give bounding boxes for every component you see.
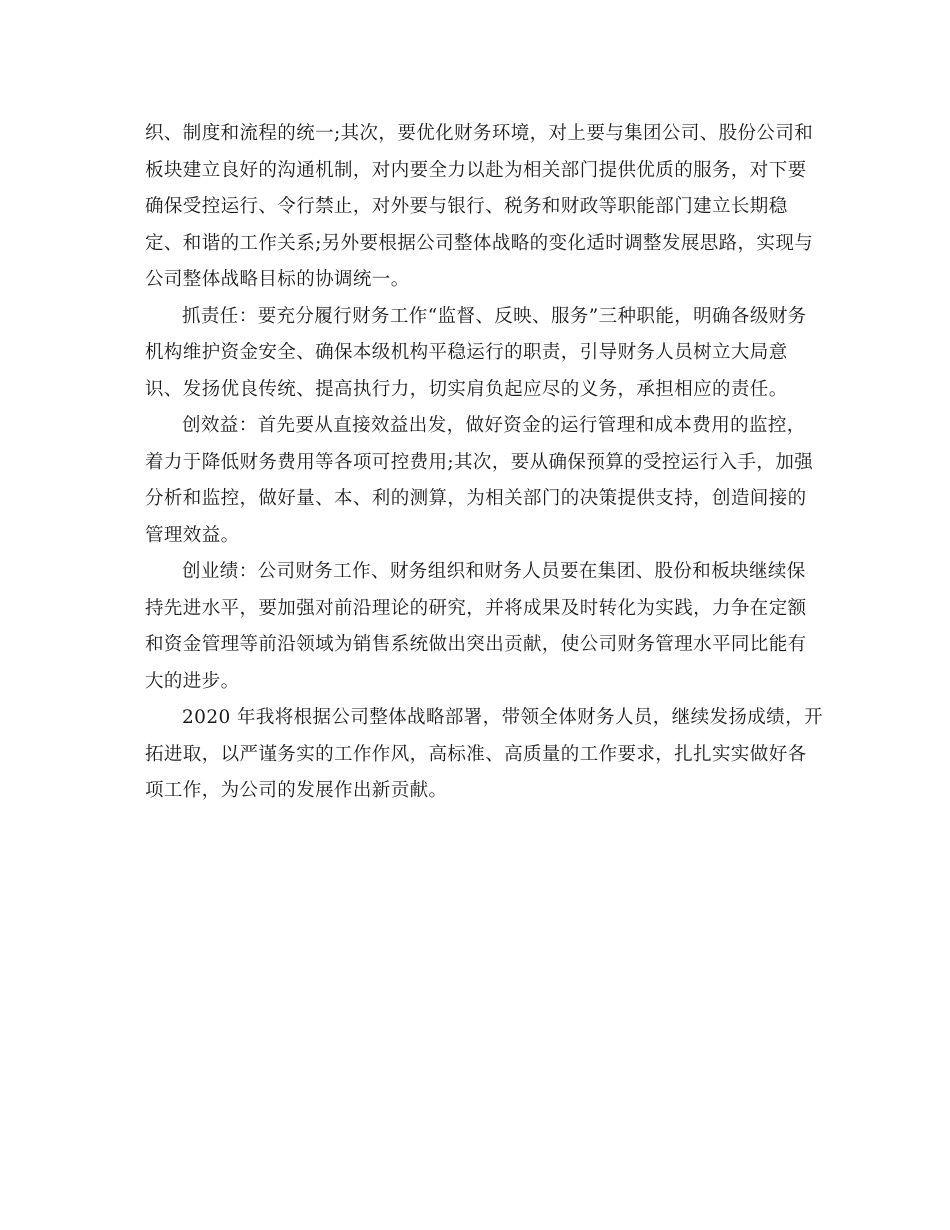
text-line: 拓进取，以严谨务实的工作作风，高标准、高质量的工作要求，扎扎实实做好各 — [145, 743, 807, 765]
paragraph-conclusion — [145, 700, 823, 810]
text-line: 持先进水平，要加强对前沿理论的研究，并将成果及时转化为实践，力争在定额 — [145, 597, 807, 619]
text-line: 公司整体战略目标的协调统一。 — [145, 269, 410, 290]
text-line: 项工作，为公司的发展作出新贡献。 — [145, 780, 448, 801]
paragraph-responsibility — [145, 299, 805, 409]
text-line: 大的进步。 — [145, 670, 240, 692]
paragraph-performance — [145, 554, 805, 700]
text-line: 确保受控运行、令行禁止，对外要与银行、税务和财政等职能部门建立长期稳 — [145, 196, 788, 217]
paragraph-benefits — [145, 408, 814, 554]
text-line: 和资金管理等前沿领域为销售系统做出突出贡献，使公司财务管理水平同比能有 — [145, 634, 807, 655]
text-line: 抓责任：要充分履行财务工作“监督、反映、服务”三种职能，明确各级财务 — [182, 305, 807, 327]
text-line: 机构维护资金安全、确保本级机构平稳运行的职责，引导财务人员树立大局意 — [145, 342, 788, 363]
text-line: 识、发扬优良传统、提高执行力，切实肩负起应尽的义务，承担相应的责任。 — [145, 378, 788, 400]
document-body — [145, 116, 823, 810]
text-line: 创效益：首先要从直接效益出发，做好资金的运行管理和成本费用的监控， — [182, 415, 806, 436]
text-line: 分析和监控，做好量、本、利的测算，为相关部门的决策提供支持，创造间接的 — [145, 488, 807, 509]
text-line: 着力于降低财务费用等各项可控费用;其次，要从确保预算的受控运行入手，加强 — [145, 451, 814, 473]
text-line: 板块建立良好的沟通机制，对内要全力以赴为相关部门提供优质的服务，对下要 — [145, 159, 807, 181]
text-line: 定、和谐的工作关系;另外要根据公司整体战略的变化适时调整发展思路，实现与 — [145, 232, 814, 254]
paragraph-continuation — [145, 116, 814, 299]
text-line: 织、制度和流程的统一;其次，要优化财务环境，对上要与集团公司、股份公司和 — [145, 123, 814, 144]
text-line: 创业绩：公司财务工作、财务组织和财务人员要在集团、股份和板块继续保 — [182, 561, 806, 582]
text-line: 管理效益。 — [145, 524, 240, 546]
text-line: 2020 年我将根据公司整体战略部署，带领全体财务人员，继续发扬成绩，开 — [182, 707, 823, 728]
